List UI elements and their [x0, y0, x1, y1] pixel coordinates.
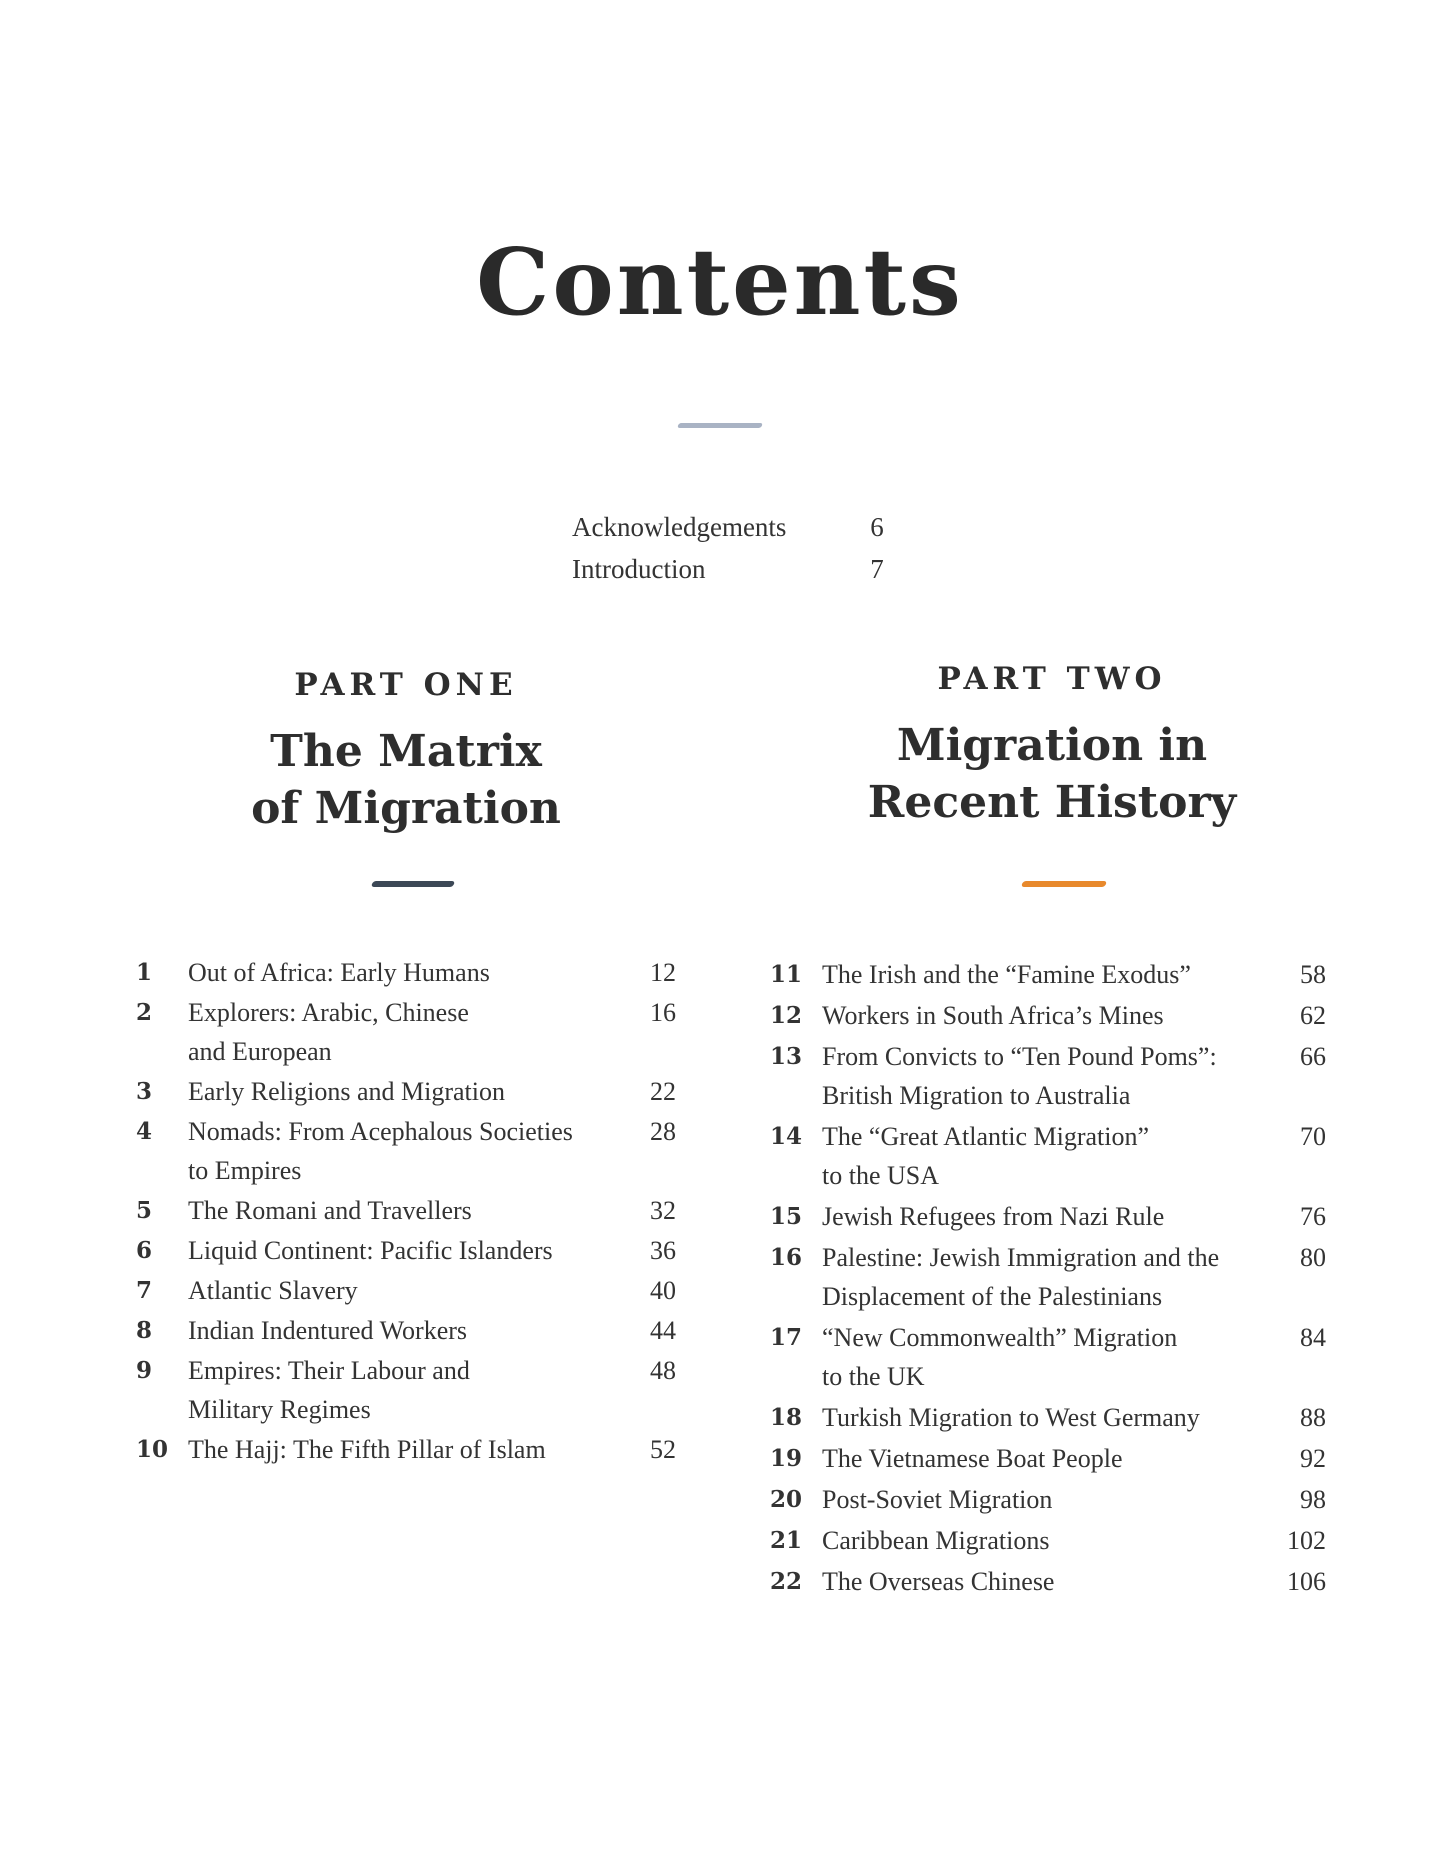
part-one-title-line: The Matrix — [270, 726, 542, 777]
page-title: Contents — [476, 228, 964, 336]
chapter-title — [822, 1439, 1276, 1478]
chapter-title-line: Explorers: Arabic, Chinese — [188, 998, 469, 1027]
chapter-entry[interactable] — [136, 1191, 676, 1230]
chapter-title-line: Workers in South Africa’s Mines — [822, 1001, 1164, 1030]
chapter-title-line: Out of Africa: Early Humans — [188, 958, 490, 987]
part-one-title — [208, 723, 604, 837]
part-one-header — [208, 667, 604, 837]
part-one-label: PART ONE — [294, 667, 518, 703]
chapter-title-line: Displacement of the Palestinians — [822, 1282, 1163, 1311]
chapter-title — [188, 1271, 628, 1310]
chapter-entry[interactable] — [136, 1231, 676, 1270]
chapter-title — [822, 1318, 1276, 1396]
chapter-page-number: 76 — [1300, 1202, 1326, 1231]
front-matter-entry[interactable] — [572, 512, 892, 554]
chapter-entry[interactable] — [770, 1480, 1326, 1519]
chapter-title-line: The “Great Atlantic Migration” — [822, 1122, 1150, 1151]
front-matter-title: Acknowledgements — [572, 512, 787, 542]
chapter-title — [822, 1562, 1276, 1601]
chapter-number: 8 — [136, 1317, 153, 1344]
chapter-entry[interactable] — [136, 1311, 676, 1350]
chapter-entry[interactable] — [136, 1430, 676, 1469]
chapter-page-number: 88 — [1300, 1403, 1326, 1432]
chapter-title — [822, 1037, 1276, 1115]
chapter-number: 18 — [770, 1404, 803, 1431]
front-matter-title: Introduction — [572, 554, 706, 584]
chapter-title — [822, 996, 1276, 1035]
chapter-number: 22 — [770, 1568, 803, 1595]
chapter-page-number: 36 — [650, 1236, 676, 1265]
chapter-title-line: Indian Indentured Workers — [188, 1316, 468, 1345]
chapter-page-number: 22 — [650, 1077, 676, 1106]
chapter-title-line: The Vietnamese Boat People — [822, 1444, 1123, 1473]
part-two-title-line: Recent History — [867, 777, 1237, 828]
chapter-title-line: to the UK — [822, 1362, 925, 1391]
chapter-page-number: 28 — [650, 1117, 676, 1146]
chapter-title — [188, 1191, 628, 1230]
chapter-entry[interactable] — [136, 1072, 676, 1111]
chapter-page-number: 44 — [650, 1316, 676, 1345]
chapter-entry[interactable] — [136, 1351, 676, 1429]
chapter-page-number: 102 — [1287, 1526, 1326, 1555]
chapter-entry[interactable] — [770, 1398, 1326, 1437]
chapter-title-line: Post-Soviet Migration — [822, 1485, 1053, 1514]
chapter-number: 15 — [770, 1203, 803, 1230]
chapter-number: 7 — [136, 1277, 153, 1304]
chapter-entry[interactable] — [136, 953, 676, 992]
chapter-page-number: 84 — [1300, 1323, 1326, 1352]
part-one-title-line: of Migration — [251, 783, 561, 834]
part-one-chapter-list — [136, 953, 676, 1470]
part-two-title-line: Migration in — [896, 720, 1208, 771]
chapter-number: 13 — [770, 1043, 803, 1070]
chapter-title — [822, 1117, 1276, 1195]
chapter-page-number: 62 — [1300, 1001, 1326, 1030]
chapter-page-number: 106 — [1287, 1567, 1326, 1596]
chapter-title — [188, 1072, 628, 1111]
front-matter-page: 6 — [870, 512, 884, 542]
chapter-title-line: Nomads: From Acephalous Societies — [188, 1117, 573, 1146]
chapter-title — [188, 1112, 628, 1190]
chapter-title-line: From Convicts to “Ten Pound Poms”: — [822, 1042, 1217, 1071]
chapter-number: 16 — [770, 1244, 803, 1271]
chapter-number: 11 — [770, 961, 803, 988]
chapter-title-line: The Overseas Chinese — [822, 1567, 1055, 1596]
part-two-header — [832, 661, 1272, 831]
chapter-entry[interactable] — [770, 1117, 1326, 1195]
chapter-title — [822, 1238, 1276, 1316]
chapter-page-number: 58 — [1300, 960, 1326, 989]
chapter-page-number: 66 — [1300, 1042, 1326, 1071]
chapter-title — [188, 1311, 628, 1350]
chapter-title-line: Atlantic Slavery — [188, 1276, 358, 1305]
chapter-number: 12 — [770, 1002, 803, 1029]
chapter-title-line: Palestine: Jewish Immigration and the — [822, 1243, 1220, 1272]
chapter-number: 19 — [770, 1445, 803, 1472]
title-divider — [677, 423, 763, 428]
chapter-page-number: 92 — [1300, 1444, 1326, 1473]
chapter-title-line: Caribbean Migrations — [822, 1526, 1050, 1555]
chapter-number: 20 — [770, 1486, 803, 1513]
chapter-page-number: 52 — [650, 1435, 676, 1464]
chapter-entry[interactable] — [136, 1112, 676, 1190]
chapter-title-line: to the USA — [822, 1161, 939, 1190]
chapter-entry[interactable] — [136, 993, 676, 1071]
chapter-number: 17 — [770, 1324, 803, 1351]
chapter-number: 1 — [136, 959, 153, 986]
chapter-entry[interactable] — [770, 1439, 1326, 1478]
chapter-page-number: 16 — [650, 998, 676, 1027]
chapter-title-line: Turkish Migration to West Germany — [822, 1403, 1200, 1432]
chapter-page-number: 80 — [1300, 1243, 1326, 1272]
part-one-divider — [371, 881, 455, 887]
chapter-number: 10 — [136, 1436, 169, 1463]
chapter-title-line: and European — [188, 1037, 332, 1066]
chapter-number: 2 — [136, 999, 153, 1026]
part-two-chapter-list — [770, 955, 1326, 1603]
part-two-label: PART TWO — [937, 661, 1167, 697]
chapter-number: 14 — [770, 1123, 803, 1150]
chapter-page-number: 32 — [650, 1196, 676, 1225]
chapter-title-line: to Empires — [188, 1156, 302, 1185]
chapter-page-number: 70 — [1300, 1122, 1326, 1151]
part-two-title — [832, 717, 1272, 831]
chapter-title — [822, 1197, 1276, 1236]
chapter-title-line: Liquid Continent: Pacific Islanders — [188, 1236, 553, 1265]
chapter-entry[interactable] — [770, 996, 1326, 1035]
chapter-page-number: 98 — [1300, 1485, 1326, 1514]
chapter-title-line: The Irish and the “Famine Exodus” — [822, 960, 1191, 989]
chapter-number: 5 — [136, 1197, 153, 1224]
chapter-entry[interactable] — [770, 1521, 1326, 1560]
chapter-title-line: Early Religions and Migration — [188, 1077, 506, 1106]
chapter-number: 3 — [136, 1078, 153, 1105]
chapter-title-line: The Hajj: The Fifth Pillar of Islam — [188, 1435, 546, 1464]
chapter-title — [188, 1351, 628, 1429]
chapter-title-line: Empires: Their Labour and — [188, 1356, 470, 1385]
chapter-entry[interactable] — [770, 1318, 1326, 1396]
chapter-number: 9 — [136, 1357, 153, 1384]
chapter-number: 4 — [136, 1118, 153, 1145]
front-matter — [572, 512, 892, 596]
chapter-entry[interactable] — [770, 1197, 1326, 1236]
chapter-title-line: Military Regimes — [188, 1395, 371, 1424]
chapter-title — [822, 955, 1276, 994]
chapter-title — [822, 1398, 1276, 1437]
chapter-entry[interactable] — [770, 1562, 1326, 1601]
chapter-title — [822, 1480, 1276, 1519]
chapter-number: 21 — [770, 1527, 803, 1554]
chapter-title-line: The Romani and Travellers — [188, 1196, 472, 1225]
chapter-entry[interactable] — [136, 1271, 676, 1310]
chapter-title — [188, 1430, 628, 1469]
chapter-entry[interactable] — [770, 1238, 1326, 1316]
chapter-title — [188, 1231, 628, 1270]
chapter-title-line: Jewish Refugees from Nazi Rule — [822, 1202, 1165, 1231]
chapter-entry[interactable] — [770, 1037, 1326, 1115]
chapter-title-line: “New Commonwealth” Migration — [822, 1323, 1178, 1352]
part-two-divider — [1021, 881, 1107, 887]
chapter-title — [822, 1521, 1276, 1560]
chapter-title — [188, 953, 628, 992]
chapter-title — [188, 993, 628, 1071]
chapter-page-number: 12 — [650, 958, 676, 987]
chapter-entry[interactable] — [770, 955, 1326, 994]
front-matter-entry[interactable] — [572, 554, 892, 596]
chapter-number: 6 — [136, 1237, 153, 1264]
chapter-page-number: 48 — [650, 1356, 676, 1385]
front-matter-page: 7 — [870, 554, 884, 584]
chapter-title-line: British Migration to Australia — [822, 1081, 1131, 1110]
chapter-page-number: 40 — [650, 1276, 676, 1305]
